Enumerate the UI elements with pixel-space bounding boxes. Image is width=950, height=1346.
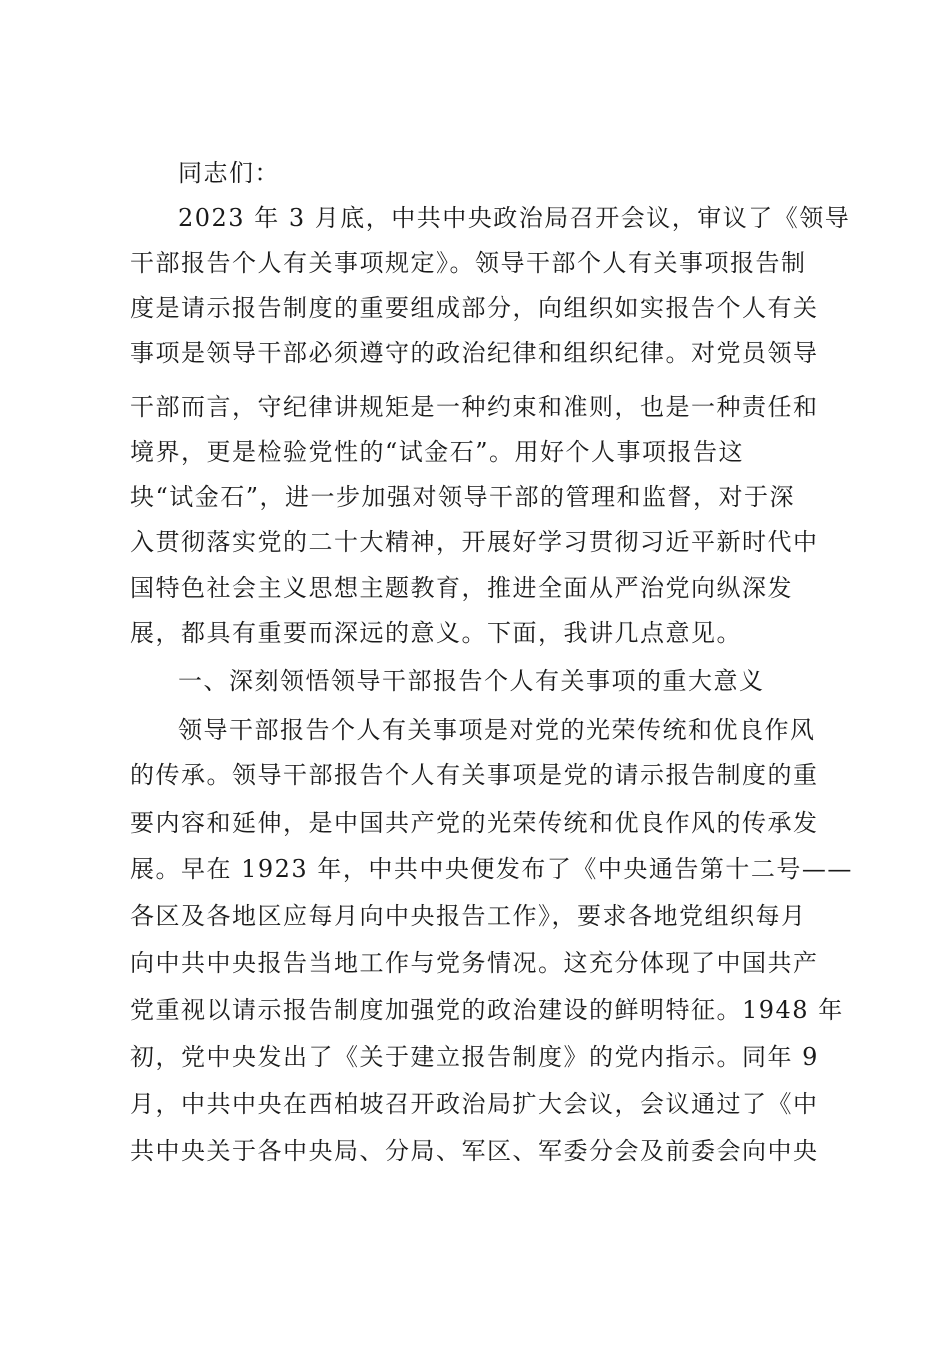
paragraph1-line: 入贯彻落实党的二十大精神，开展好学习贯彻习近平新时代中 — [130, 528, 819, 556]
paragraph2-line: 展。早在 1923 年，中共中央便发布了《中央通告第十二号—— — [130, 855, 853, 883]
paragraph1-line: 境界，更是检验党性的“试金石”。用好个人事项报告这 — [130, 438, 745, 466]
greeting: 同志们： — [178, 159, 280, 187]
paragraph2-line: 要内容和延伸，是中国共产党的光荣传统和优良作风的传承发 — [130, 809, 819, 837]
paragraph1-line: 干部报告个人有关事项规定》。领导干部个人有关事项报告制 — [130, 249, 807, 277]
paragraph2-line: 领导干部报告个人有关事项是对党的光荣传统和优良作风 — [178, 716, 816, 744]
paragraph1-line: 展，都具有重要而深远的意义。下面，我讲几点意见。 — [130, 619, 742, 647]
paragraph2-line: 向中共中央报告当地工作与党务情况。这充分体现了中国共产 — [130, 949, 819, 977]
paragraph1-line: 事项是领导干部必须遵守的政治纪律和组织纪律。对党员领导 — [130, 339, 819, 367]
paragraph2-line: 的传承。领导干部报告个人有关事项是党的请示报告制度的重 — [130, 761, 819, 789]
paragraph2-line: 共中央关于各中央局、分局、军区、军委分会及前委会向中央 — [130, 1137, 819, 1165]
paragraph1-line: 度是请示报告制度的重要组成部分，向组织如实报告个人有关 — [130, 294, 819, 322]
paragraph1-line: 2023 年 3 月底，中共中央政治局召开会议，审议了《领导 — [178, 204, 851, 232]
paragraph2-line: 各区及各地区应每月向中央报告工作》，要求各地党组织每月 — [130, 902, 807, 930]
paragraph2-line: 月，中共中央在西柏坡召开政治局扩大会议，会议通过了《中 — [130, 1090, 819, 1118]
paragraph1-line: 干部而言，守纪律讲规矩是一种约束和准则，也是一种责任和 — [130, 393, 819, 421]
paragraph2-line: 初，党中央发出了《关于建立报告制度》的党内指示。同年 9 — [130, 1043, 819, 1071]
paragraph1-line: 国特色社会主义思想主题教育，推进全面从严治党向纵深发 — [130, 574, 793, 602]
section-heading: 一、深刻领悟领导干部报告个人有关事项的重大意义 — [178, 667, 765, 695]
paragraph1-line: 块“试金石”，进一步加强对领导干部的管理和监督，对于深 — [130, 483, 796, 511]
paragraph2-line: 党重视以请示报告制度加强党的政治建设的鲜明特征。1948 年 — [130, 996, 844, 1024]
